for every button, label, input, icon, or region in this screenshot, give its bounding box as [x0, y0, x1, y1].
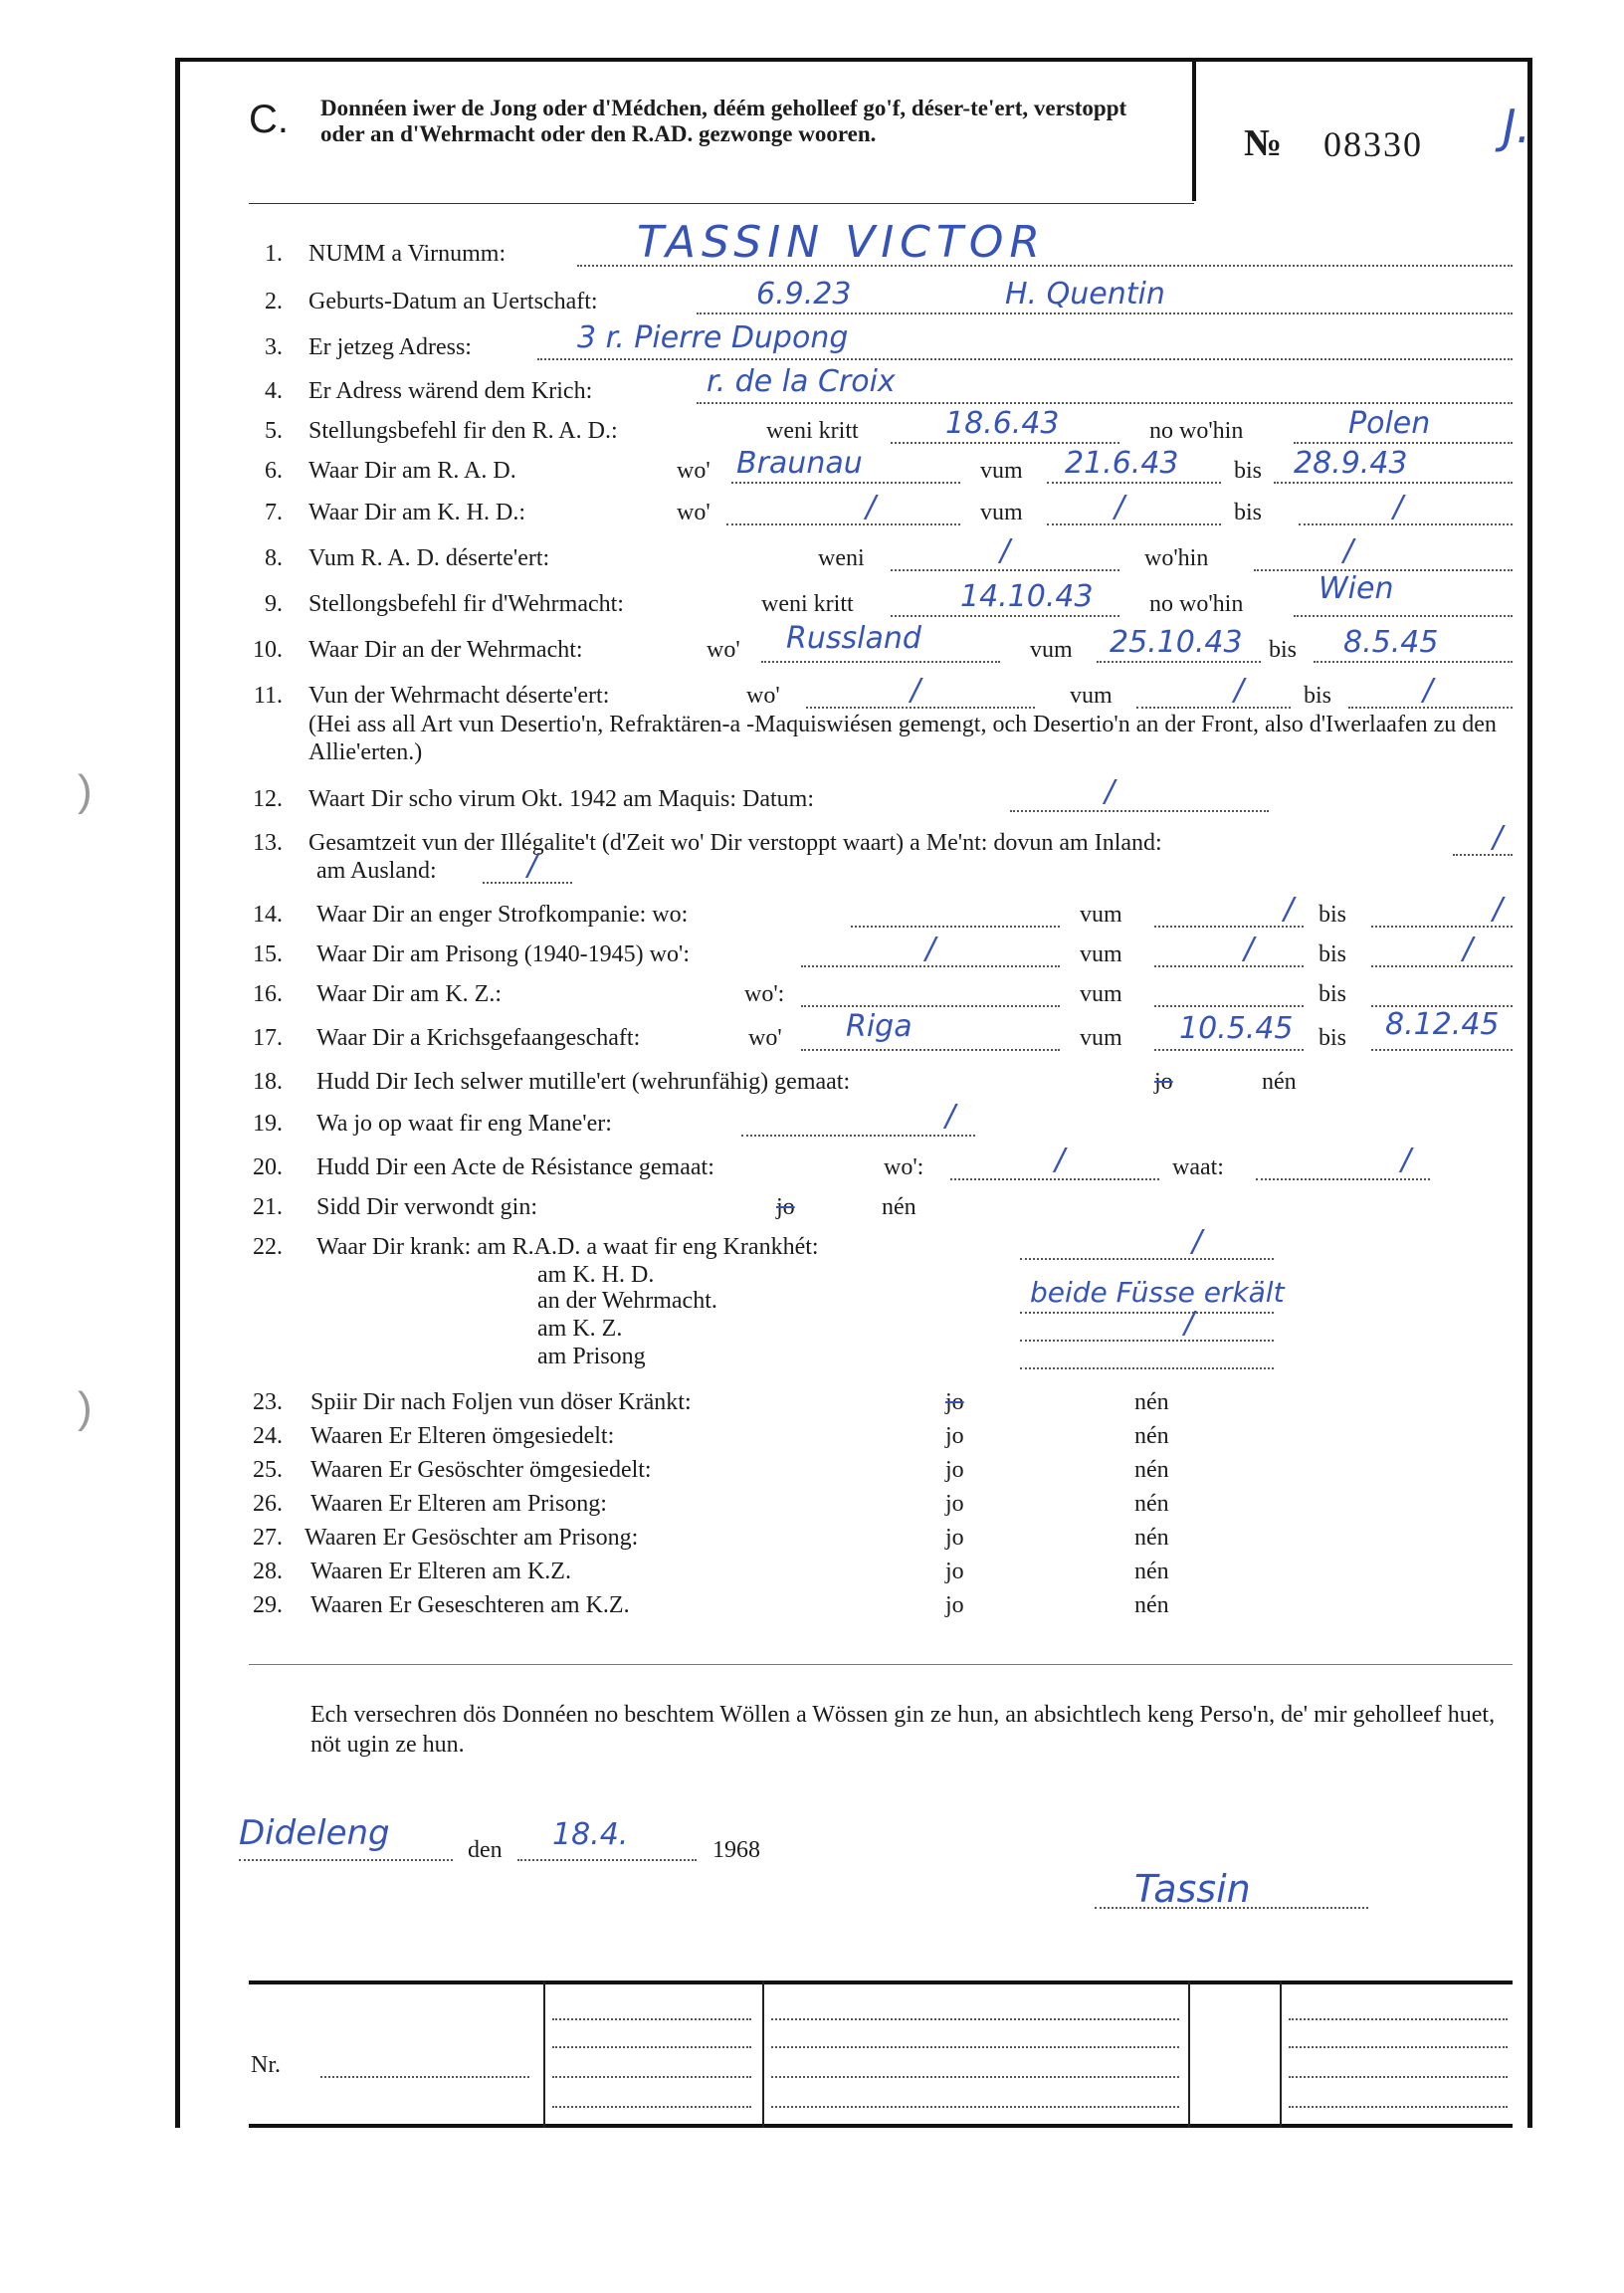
field-label-war-address: Er Adress wärend dem Krich:	[308, 378, 593, 404]
label-bis: bis	[1319, 941, 1347, 967]
label-vum: vum	[980, 500, 1023, 525]
option-nen: nén	[1134, 1525, 1169, 1551]
row-number: 29.	[253, 1592, 283, 1618]
value-rad-from: 21.6.43	[1065, 446, 1179, 481]
fill-line	[1314, 661, 1513, 663]
value-illegality-abroad: /	[527, 848, 538, 883]
fill-line	[761, 661, 1000, 663]
fill-line	[950, 1178, 1159, 1180]
label-no-wohin: no wo'hin	[1149, 591, 1244, 617]
section-title: Donnéen iwer de Jong oder d'Médchen, déém geholleef go'f, déser-te'ert, verstoppt oder an d'Wehrmacht oder den R.AD. gezwonge wooren.	[320, 96, 1127, 146]
value-illegality-inland: /	[1493, 820, 1504, 855]
field-label-address: Er jetzeg Adress:	[308, 334, 472, 360]
field-label-ill: Waar Dir krank: am R.A.D. a waat fir eng Krankhét:	[316, 1234, 819, 1260]
label-year: 1968	[712, 1837, 760, 1863]
fill-line	[537, 358, 1513, 360]
fill-line	[552, 2046, 751, 2048]
fill-line	[1154, 1005, 1304, 1007]
field-label-prison: Waar Dir am Prisong (1940-1945) wo':	[316, 941, 690, 967]
value-birthplace: H. Quentin	[1005, 277, 1165, 312]
option-jo: jo	[945, 1423, 964, 1449]
value-war-address: r. de la Croix	[707, 364, 896, 399]
row-number: 28.	[253, 1559, 283, 1584]
fill-line	[1020, 1258, 1274, 1260]
fill-line	[801, 1005, 1060, 1007]
value-date: 18.4.	[552, 1817, 629, 1852]
value-desertion-where: /	[911, 673, 921, 708]
option-nen: nén	[1262, 1069, 1297, 1095]
label-vum: vum	[980, 458, 1023, 484]
row-number: 18.	[253, 1069, 283, 1095]
field-label-manner: Wa jo op waat fir eng Mane'er:	[316, 1111, 612, 1137]
fill-line	[1453, 854, 1513, 856]
row-number: 26.	[253, 1491, 283, 1517]
fill-line	[771, 2018, 1179, 2020]
field-label-abroad: am Ausland:	[316, 858, 437, 884]
fill-line	[697, 313, 1513, 314]
label-wo: wo':	[884, 1154, 924, 1180]
value-penal-from: /	[1284, 892, 1295, 927]
fill-line	[771, 2106, 1179, 2108]
fill-line	[1289, 2018, 1508, 2020]
option-jo: jo	[945, 1389, 964, 1415]
row-number: 2.	[265, 289, 283, 314]
number-annotation: J.	[1503, 100, 1531, 153]
option-jo: jo	[1154, 1069, 1173, 1095]
option-jo: jo	[945, 1592, 964, 1618]
value-wehrmacht-to: 8.5.45	[1343, 625, 1439, 660]
label-waat: waat:	[1172, 1154, 1224, 1180]
fill-line	[1097, 661, 1261, 663]
header-underline	[249, 203, 1194, 204]
row-number: 7.	[265, 500, 283, 525]
label-weni-kritt: weni kritt	[761, 591, 854, 617]
value-rad-to: 28.9.43	[1294, 446, 1408, 481]
label-vum: vum	[1080, 1025, 1122, 1051]
value-resistance-where: /	[1055, 1143, 1066, 1177]
value-resistance-what: /	[1401, 1143, 1412, 1177]
field-label-name: NUMM a Virnumm:	[308, 241, 507, 267]
fill-line	[1289, 2046, 1508, 2048]
row-number: 4.	[265, 378, 283, 404]
fill-line	[1371, 965, 1513, 967]
field-label-siblings-prison: Waaren Er Gesöschter am Prisong:	[304, 1525, 639, 1551]
fill-line	[1020, 1367, 1274, 1369]
value-birthdate: 6.9.23	[756, 277, 852, 312]
value-rad-desertion-where: /	[1343, 533, 1354, 568]
row-number: 22.	[253, 1234, 283, 1260]
option-jo: jo	[945, 1559, 964, 1584]
value-pow-from: 10.5.45	[1179, 1011, 1294, 1046]
value-khd-where: /	[866, 490, 877, 524]
column-divider	[762, 1980, 764, 2128]
row-number: 16.	[253, 981, 283, 1007]
value-khd-from: /	[1115, 490, 1125, 524]
number-label: №	[1244, 122, 1283, 164]
fill-line	[771, 2046, 1179, 2048]
label-bis: bis	[1319, 1025, 1347, 1051]
option-jo: jo	[776, 1194, 795, 1220]
value-ill-wehrmacht: beide Füsse erkält	[1030, 1276, 1285, 1309]
value-ill-rad: /	[1192, 1224, 1203, 1259]
fill-line	[741, 1135, 975, 1137]
option-nen: nén	[1134, 1423, 1169, 1449]
value-prison-from: /	[1244, 932, 1255, 966]
label-bis: bis	[1319, 902, 1347, 928]
row-number: 20.	[253, 1154, 283, 1180]
punch-hole-mark: )	[78, 1383, 93, 1432]
row-number: 27.	[253, 1525, 283, 1551]
field-label-wounded: Sidd Dir verwondt gin:	[316, 1194, 537, 1220]
signature: Tassin	[1134, 1867, 1251, 1911]
row-number: 11.	[253, 683, 283, 709]
punch-hole-mark: )	[78, 766, 93, 815]
value-rad-date: 18.6.43	[945, 406, 1060, 441]
field-label-penal-company: Waar Dir an enger Strofkompanie: wo:	[316, 902, 689, 928]
field-label-self-mutilation: Hudd Dir Iech selwer mutille'ert (wehrunfähig) gemaat:	[316, 1069, 851, 1095]
fill-line	[1371, 1049, 1513, 1051]
field-label-kz: Waar Dir am K. Z.:	[316, 981, 502, 1007]
label-wo: wo'	[707, 637, 740, 663]
option-nen: nén	[1134, 1389, 1169, 1415]
sub-label-khd: am K. H. D.	[537, 1262, 655, 1288]
declaration-text: Ech versechren dös Donnéen no beschtem Wöllen a Wössen gin ze hun, an absichtlech keng Perso'n, de' mir geholleef huet, nöt ugin ze hun.	[310, 1702, 1496, 1758]
value-maquis-date: /	[1105, 774, 1116, 809]
label-wohin: wo'hin	[1144, 545, 1209, 571]
value-wehrmacht-where: Russland	[786, 621, 921, 656]
label-vum: vum	[1080, 902, 1122, 928]
fill-line	[1136, 707, 1291, 709]
label-bis: bis	[1269, 637, 1298, 663]
field-label-maquis: Waart Dir scho virum Okt. 1942 am Maquis: Datum:	[308, 786, 814, 812]
footer-table-bottom-border	[249, 2124, 1513, 2128]
value-prison-where: /	[925, 932, 936, 966]
fill-line	[891, 615, 1119, 617]
row-number: 5.	[265, 418, 283, 444]
field-label-wehrmacht-desertion: Vun der Wehrmacht déserte'ert:	[308, 683, 610, 709]
label-vum: vum	[1030, 637, 1073, 663]
value-ill-kz: /	[1184, 1306, 1195, 1341]
field-label-resistance: Hudd Dir een Acte de Résistance gemaat:	[316, 1154, 714, 1180]
value-rad-desertion-when: /	[1000, 533, 1011, 568]
label-weni-kritt: weni kritt	[766, 418, 859, 444]
footer-table-top-border	[249, 1980, 1513, 1984]
field-label-wehrmacht: Waar Dir an der Wehrmacht:	[308, 637, 583, 663]
row-number: 13.	[253, 830, 283, 856]
value-khd-to: /	[1393, 490, 1404, 524]
option-nen: nén	[1134, 1491, 1169, 1517]
fill-line	[801, 1049, 1060, 1051]
label-bis: bis	[1234, 458, 1263, 484]
option-jo: jo	[945, 1457, 964, 1483]
fill-line	[1047, 482, 1221, 484]
fill-line	[771, 2076, 1179, 2078]
label-wo: wo':	[744, 981, 785, 1007]
value-rad-where: Braunau	[736, 446, 863, 481]
sub-label-kz: am K. Z.	[537, 1316, 623, 1342]
fill-line	[517, 1859, 697, 1861]
row-number: 15.	[253, 941, 283, 967]
fill-line	[1294, 442, 1513, 444]
row-number: 9.	[265, 591, 283, 617]
fill-line	[726, 523, 960, 525]
row-number: 10.	[253, 637, 283, 663]
label-bis: bis	[1234, 500, 1263, 525]
value-desertion-from: /	[1234, 673, 1245, 708]
label-wo: wo'	[746, 683, 780, 709]
value-wehrmacht-order-place: Wien	[1319, 571, 1394, 606]
field-label-rad: Waar Dir am R. A. D.	[308, 458, 516, 484]
value-place: Dideleng	[239, 1813, 390, 1853]
option-nen: nén	[1134, 1592, 1169, 1618]
value-desertion-to: /	[1423, 673, 1434, 708]
fill-line	[1154, 965, 1304, 967]
value-name: TASSIN VICTOR	[637, 217, 1046, 268]
field-label-parents-kz: Waaren Er Elteren am K.Z.	[310, 1559, 571, 1584]
row-number: 17.	[253, 1025, 283, 1051]
row-number: 23.	[253, 1389, 283, 1415]
form-number: 08330	[1323, 124, 1423, 164]
desertion-note: (Hei ass all Art vun Desertio'n, Refraktären-a -Maquiswiésen gemengt, och Desertio'n an der Front, also d'Iwerlaafen zu den Allie'erten.)	[308, 712, 1497, 765]
row-number: 21.	[253, 1194, 283, 1220]
label-wo: wo'	[677, 458, 710, 484]
field-label-pow: Waar Dir a Krichsgefaangeschaft:	[316, 1025, 641, 1051]
footer-table	[249, 1980, 1513, 2128]
option-nen: nén	[882, 1194, 916, 1220]
fill-line	[1274, 482, 1513, 484]
row-number: 3.	[265, 334, 283, 360]
value-manner: /	[945, 1099, 956, 1134]
row-number: 24.	[253, 1423, 283, 1449]
fill-line	[1020, 1340, 1274, 1342]
value-wehrmacht-order-date: 14.10.43	[960, 579, 1094, 614]
sub-label-prison: am Prisong	[537, 1344, 646, 1369]
value-penal-to: /	[1493, 892, 1504, 927]
value-prison-to: /	[1463, 932, 1474, 966]
fill-line	[851, 926, 1060, 928]
field-label-birth: Geburts-Datum an Uertschaft:	[308, 289, 598, 314]
label-bis: bis	[1319, 981, 1347, 1007]
fill-line	[731, 482, 960, 484]
fill-line	[891, 569, 1119, 571]
fill-line	[891, 442, 1119, 444]
option-nen: nén	[1134, 1559, 1169, 1584]
field-label-illegality: Gesamtzeit vun der Illégalite't (d'Zeit wo' Dir verstoppt waart) a Me'nt: dovun am Inland:	[308, 830, 1162, 856]
label-vum: vum	[1080, 981, 1122, 1007]
fill-line	[1289, 2076, 1508, 2078]
field-label-khd: Waar Dir am K. H. D.:	[308, 500, 526, 525]
fill-line	[1010, 810, 1269, 812]
field-label-wehrmacht-order: Stellongsbefehl fir d'Wehrmacht:	[308, 591, 624, 617]
section-separator	[249, 1664, 1513, 1665]
fill-line	[1047, 523, 1221, 525]
fill-line	[320, 2076, 529, 2078]
value-wehrmacht-from: 25.10.43	[1110, 625, 1243, 660]
field-label-consequences: Spiir Dir nach Foljen vun döser Kränkt:	[310, 1389, 692, 1415]
value-address: 3 r. Pierre Dupong	[577, 320, 849, 355]
fill-line	[1371, 926, 1513, 928]
value-rad-place: Polen	[1348, 406, 1431, 441]
value-pow-to: 8.12.45	[1385, 1007, 1500, 1042]
row-number: 8.	[265, 545, 283, 571]
nr-label: Nr.	[251, 2052, 281, 2078]
field-label-siblings-kz: Waaren Er Geseschteren am K.Z.	[310, 1592, 630, 1618]
fill-line	[1294, 615, 1513, 617]
option-nen: nén	[1134, 1457, 1169, 1483]
fill-line	[552, 2106, 751, 2108]
row-number: 12.	[253, 786, 283, 812]
fill-line	[552, 2018, 751, 2020]
option-jo: jo	[945, 1491, 964, 1517]
label-no-wohin: no wo'hin	[1149, 418, 1244, 444]
field-label-parents-resettled: Waaren Er Elteren ömgesiedelt:	[310, 1423, 615, 1449]
label-wo: wo'	[677, 500, 710, 525]
fill-line	[1154, 926, 1304, 928]
fill-line	[1020, 1312, 1274, 1314]
label-den: den	[468, 1837, 503, 1863]
fill-line	[1154, 1049, 1304, 1051]
column-divider	[1280, 1980, 1282, 2128]
field-label-parents-prison: Waaren Er Elteren am Prisong:	[310, 1491, 607, 1517]
option-jo: jo	[945, 1525, 964, 1551]
fill-line	[1299, 523, 1513, 525]
row-number: 1.	[265, 241, 283, 267]
sub-label-wehrmacht: an der Wehrmacht.	[537, 1288, 717, 1314]
value-pow-where: Riga	[846, 1009, 913, 1044]
fill-line	[1256, 1178, 1430, 1180]
label-weni: weni	[818, 545, 865, 571]
label-vum: vum	[1070, 683, 1113, 709]
label-vum: vum	[1080, 941, 1122, 967]
label-wo: wo'	[748, 1025, 782, 1051]
label-bis: bis	[1304, 683, 1332, 709]
row-number: 25.	[253, 1457, 283, 1483]
column-divider	[543, 1980, 545, 2128]
field-label-rad-order: Stellungsbefehl fir den R. A. D.:	[308, 418, 618, 444]
fill-line	[1289, 2106, 1508, 2108]
field-label-siblings-resettled: Waaren Er Gesöschter ömgesiedelt:	[310, 1457, 652, 1483]
field-label-rad-desertion: Vum R. A. D. déserte'ert:	[308, 545, 550, 571]
fill-line	[697, 402, 1513, 404]
section-letter: C.	[249, 98, 289, 141]
header-divider	[1192, 62, 1196, 201]
fill-line	[552, 2076, 751, 2078]
column-divider	[1188, 1980, 1190, 2128]
fill-line	[239, 1859, 453, 1861]
row-number: 6.	[265, 458, 283, 484]
row-number: 19.	[253, 1111, 283, 1137]
row-number: 14.	[253, 902, 283, 928]
